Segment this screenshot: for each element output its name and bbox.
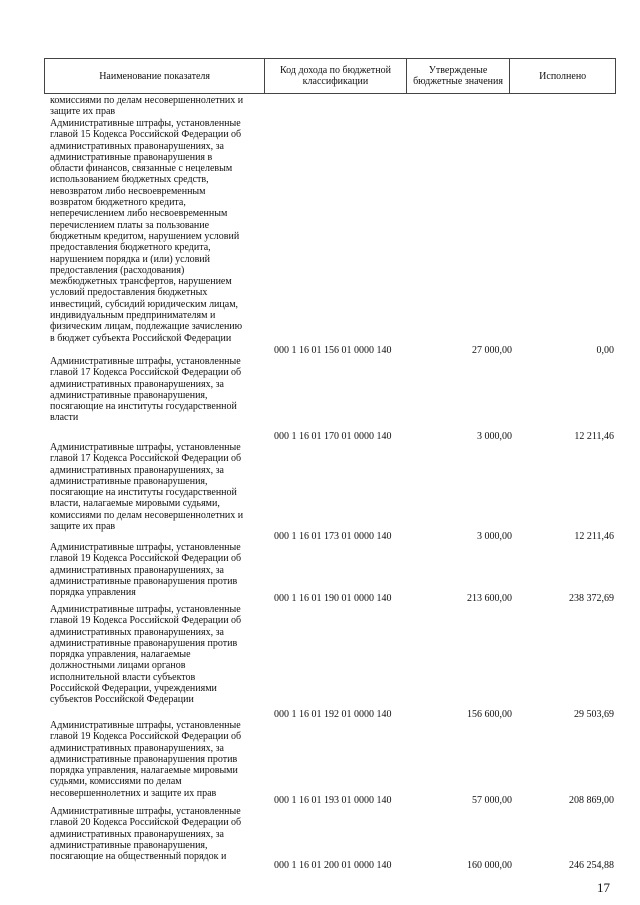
row-description: Административные штрафы, установленные главой 15 Кодекса Российской Федерации об административных правонарушениях, за административные правонарушения в области финансов, связанные с нецелевым использованием бюджетных средств, невозвратом либо несвоевременным возвратом бюджетного кредита, неперечислением либо несвоевременным перечислением платы за пользование бюджетным кредитом, нарушением условий предоставления бюджетного кредита, нарушением порядка и (или) условий предоставления (расходования) межбюджетных трансфертов, нарушением условий предоставления бюджетных инвестиций, субсидий юридическим лицам, индивидуальным предпринимателям и физическим лицам, подлежащие зачислению в бюджет субъекта Российской Федерации — [50, 118, 243, 344]
row-approved: 57 000,00 — [472, 794, 512, 806]
row-approved: 3 000,00 — [477, 530, 512, 542]
row-code: 000 1 16 01 192 01 0000 140 — [274, 708, 392, 720]
table-row — [44, 118, 616, 356]
row-description: Административные штрафы, установленные главой 19 Кодекса Российской Федерации об административных правонарушениях, за административные правонарушения против порядка управления, налагаемые должностными лицами органов исполнительной власти субъектов Российской Федерации, учреждениями субъектов Российской Федерации — [50, 604, 242, 706]
row-done: 208 869,00 — [569, 794, 614, 806]
table-header — [44, 58, 616, 94]
row-code: 000 1 16 01 190 01 0000 140 — [274, 592, 392, 604]
row-done: 246 254,88 — [569, 859, 614, 871]
row-done: 12 211,46 — [574, 430, 614, 442]
table-row — [44, 442, 616, 542]
row-description: Административные штрафы, установленные главой 20 Кодекса Российской Федерации об административных правонарушениях, за административные правонарушения, посягающие на общественный порядок и — [50, 806, 242, 863]
row-code: 000 1 16 01 200 01 0000 140 — [274, 859, 392, 871]
row-done: 12 211,46 — [574, 530, 614, 542]
row-done: 238 372,69 — [569, 592, 614, 604]
row-approved: 156 600,00 — [467, 708, 512, 720]
table-row — [44, 806, 616, 871]
continuation-row — [44, 95, 616, 118]
row-code: 000 1 16 01 193 01 0000 140 — [274, 794, 392, 806]
row-approved: 213 600,00 — [467, 592, 512, 604]
row-approved: 160 000,00 — [467, 859, 512, 871]
table-row — [44, 720, 616, 806]
header-done: Исполнено — [539, 70, 587, 82]
row-description: Административные штрафы, установленные главой 19 Кодекса Российской Федерации об административных правонарушениях, за административные правонарушения против порядка управления, налагаемые мировыми судьями, комиссиями по делам несовершеннолетних и защите их прав — [50, 720, 242, 799]
row-done: 29 503,69 — [574, 708, 614, 720]
table-row — [44, 356, 616, 442]
header-name: Наименование показателя — [45, 59, 265, 93]
row-approved: 3 000,00 — [477, 430, 512, 442]
row-code: 000 1 16 01 173 01 0000 140 — [274, 530, 392, 542]
header-approved: Утвержденые бюджетные значения — [407, 59, 511, 93]
row-done: 0,00 — [596, 344, 614, 356]
row-approved: 27 000,00 — [472, 344, 512, 356]
row-code: 000 1 16 01 170 01 0000 140 — [274, 430, 392, 442]
continuation-text: комиссиями по делам несовершеннолетних и защите их прав — [50, 95, 244, 118]
row-description: Административные штрафы, установленные главой 17 Кодекса Российской Федерации об административных правонарушениях, за административные правонарушения, посягающие на институты государственной власти, налагаемые мировыми судьями, комиссиями по делам несовершеннолетних и защите их прав — [50, 442, 244, 533]
table-row — [44, 542, 616, 604]
table-row — [44, 604, 616, 720]
row-description: Административные штрафы, установленные главой 17 Кодекса Российской Федерации об административных правонарушениях, за административные правонарушения, посягающие на институты государственной власти — [50, 356, 242, 424]
header-code: Код дохода по бюджетной классификации — [265, 59, 407, 93]
row-code: 000 1 16 01 156 01 0000 140 — [274, 344, 392, 356]
row-description: Административные штрафы, установленные главой 19 Кодекса Российской Федерации об административных правонарушениях, за административные правонарушения против порядка управления — [50, 542, 242, 599]
page-number: 17 — [597, 880, 610, 895]
